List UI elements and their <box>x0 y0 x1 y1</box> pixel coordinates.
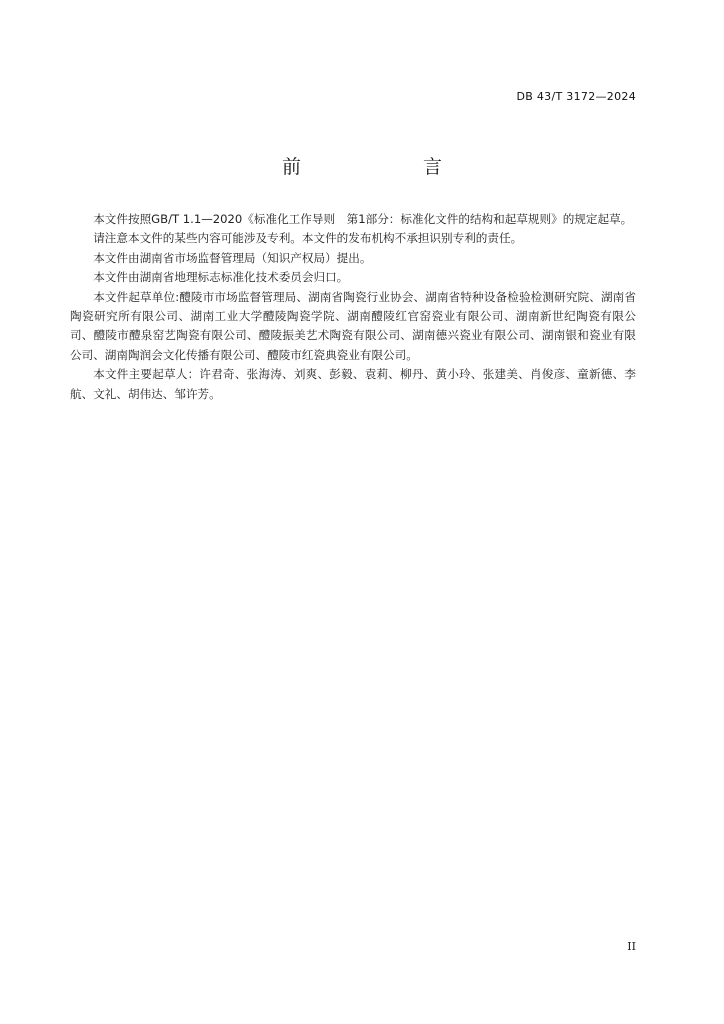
paragraph-proposer: 本文件由湖南省市场监督管理局（知识产权局）提出。 <box>93 250 372 265</box>
foreword-body <box>70 210 636 404</box>
paragraph-drafting-basis: 本文件按照GB/T 1.1—2020《标准化工作导则 第1部分：标准化文件的结构和起草规则》的规定起草。 <box>93 212 633 226</box>
paragraph-patent-notice: 请注意本文件的某些内容可能涉及专利。本文件的发布机构不承担识别专利的责任。 <box>93 231 523 246</box>
paragraph-technical-committee: 本文件由湖南省地理标志标准化技术委员会归口。 <box>93 270 349 285</box>
page-number: II <box>627 940 636 953</box>
paragraph-main-drafters: 本文件主要起草人：许君奇、张海涛、刘爽、彭毅、袁莉、柳丹、黄小玲、张建美、肖俊彦、童新德、李航、文礼、胡伟达、邹许芳。 <box>70 367 636 401</box>
standard-code: DB 43/T 3172—2024 <box>516 90 636 103</box>
page-title: 前 言 <box>281 156 470 178</box>
paragraph-drafting-organizations: 本文件起草单位:醴陵市市场监督管理局、湖南省陶瓷行业协会、湖南省特种设备检验检测研究院、湖南省陶瓷研究所有限公司、湖南工业大学醴陵陶瓷学院、湖南醴陵红官窑瓷业有限公司、湖南新世纪陶瓷有限公司、醴陵市醴泉窑艺陶瓷有限公司、醴陵振美艺术陶瓷有限公司、湖南德兴瓷业有限公司、湖南银和瓷业有限公司、湖南陶润会文化传播有限公司、醴陵市红瓷典瓷业有限公司。 <box>70 289 636 362</box>
